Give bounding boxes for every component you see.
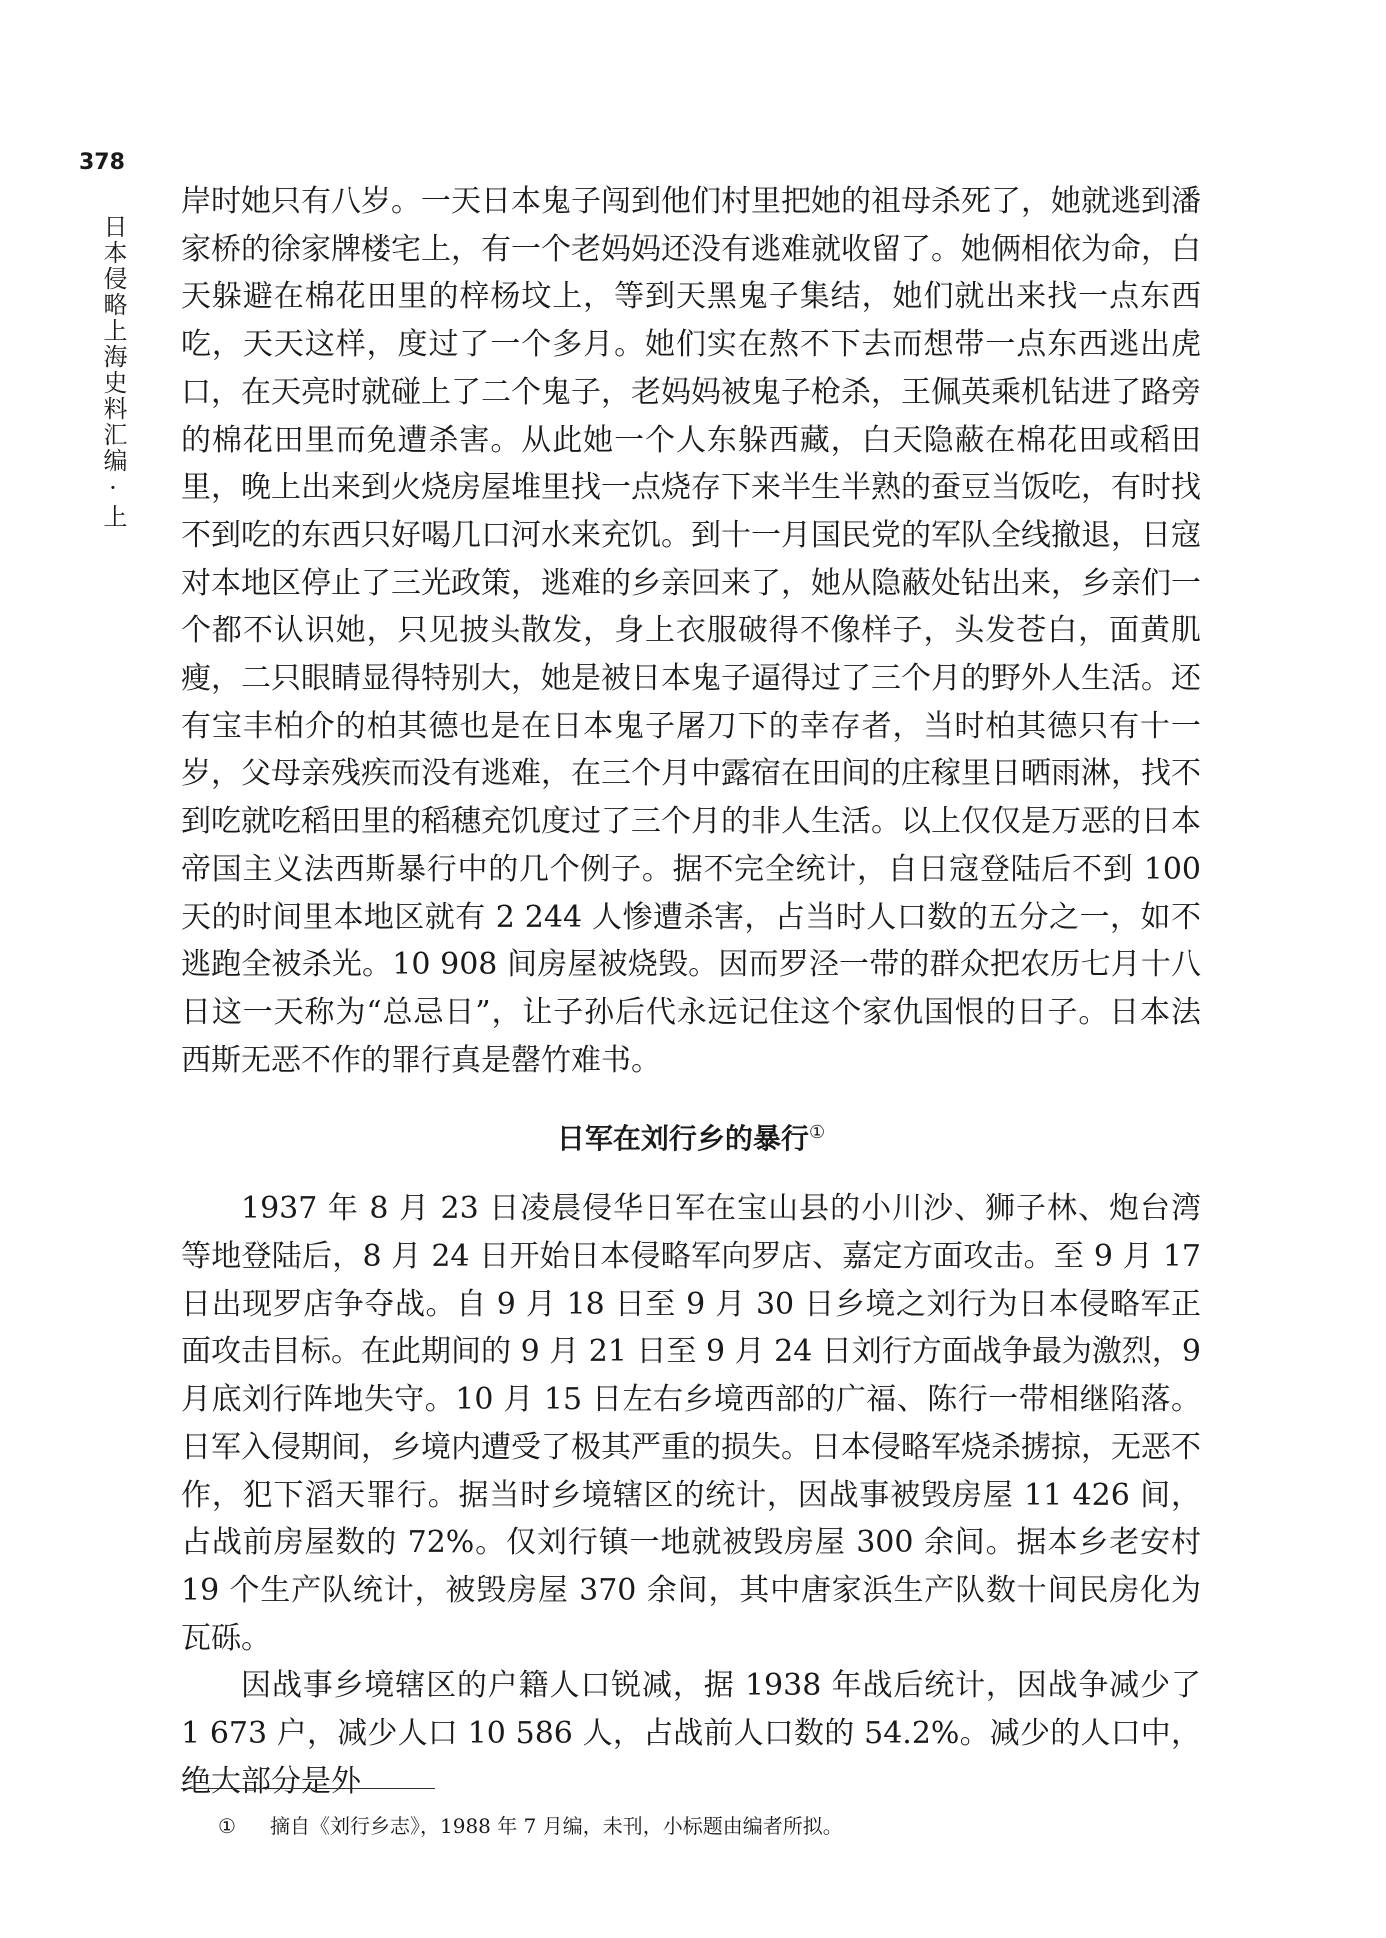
footnote-reference: ①: [808, 1122, 826, 1144]
paragraph: 1937 年 8 月 23 日凌晨侵华日军在宝山县的小川沙、狮子林、炮台湾等地登陆后，8 月 24 日开始日本侵略军向罗店、嘉定方面攻击。至 9 月 17 日出现罗店争夺战。自 9 月 18 日至 9 月 30 日乡境之刘行为日本侵略军正面攻击目标。在此期间的 9 月 21 日至 9 月 24 日刘行方面战争最为激烈，9 月底刘行阵地失守。10 月 15 日左右乡境西部的广福、陈行一带相继陷落。日军入侵期间，乡境内遭受了极其严重的损失。日本侵略军烧杀掳掠，无恶不作，犯下滔天罪行。据当时乡境辖区的统计，因战事被毁房屋 11 426 间，占战前房屋数的 72%。仅刘行镇一地就被毁房屋 300 余间。据本乡老安村 19 个生产队统计，被毁房屋 370 余间，其中唐家浜生产队数十间民房化为瓦砾。: [181, 1191, 1201, 1656]
footnote: [218, 1812, 843, 1840]
footnote-mark: ①: [218, 1814, 236, 1838]
page-number: 378: [79, 150, 125, 175]
section-title-text: 日军在刘行乡的暴行: [556, 1122, 809, 1156]
footnote-text: 摘自《刘行乡志》，1988 年 7 月编，未刊，小标题由编者所拟。: [270, 1814, 843, 1838]
page-body: [181, 178, 1201, 1806]
paragraph-continued: 岸时她只有八岁。一天日本鬼子闯到他们村里把她的祖母杀死了，她就逃到潘家桥的徐家牌楼宅上，有一个老妈妈还没有逃难就收留了。她俩相依为命，白天躲避在棉花田里的梓杨坟上，等到天黑鬼子集结，她们就出来找一点东西吃，天天这样，度过了一个多月。她们实在熬不下去而想带一点东西逃出虎口，在天亮时就碰上了二个鬼子，老妈妈被鬼子枪杀，王佩英乘机钻进了路旁的棉花田里而免遭杀害。从此她一个人东躲西藏，白天隐蔽在棉花田或稻田里，晚上出来到火烧房屋堆里找一点烧存下来半生半熟的蚕豆当饭吃，有时找不到吃的东西只好喝几口河水来充饥。到十一月国民党的军队全线撤退，日寇对本地区停止了三光政策，逃难的乡亲回来了，她从隐蔽处钻出来，乡亲们一个都不认识她，只见披头散发，身上衣服破得不像样子，头发苍白，面黄肌瘦，二只眼睛显得特别大，她是被日本鬼子逼得过了三个月的野外人生活。还有宝丰柏介的柏其德也是在日本鬼子屠刀下的幸存者，当时柏其德只有十一岁，父母亲残疾而没有逃难，在三个月中露宿在田间的庄稼里日晒雨淋，找不到吃就吃稻田里的稻穗充饥度过了三个月的非人生活。以上仅仅是万恶的日本帝国主义法西斯暴行中的几个例子。据不完全统计，自日寇登陆后不到 100 天的时间里本地区就有 2 244 人惨遭杀害，占当时人口数的五分之一，如不逃跑全被杀光。10 908 间房屋被烧毁。因而罗泾一带的群众把农历七月十八日这一天称为“总忌日”，让子孙后代永远记住这个家仇国恨的日子。日本法西斯无恶不作的罪行真是罄竹难书。: [181, 184, 1201, 1078]
running-book-title: 日本侵略上海史料汇编·上: [99, 214, 127, 530]
section-heading: [181, 1111, 1201, 1161]
paragraph: 因战事乡境辖区的户籍人口锐减，据 1938 年战后统计，因战争减少了 1 673 户，减少人口 10 586 人，占战前人口数的 54.2%。减少的人口中，绝大部分是外: [181, 1668, 1201, 1799]
footnote-divider: [181, 1788, 435, 1789]
